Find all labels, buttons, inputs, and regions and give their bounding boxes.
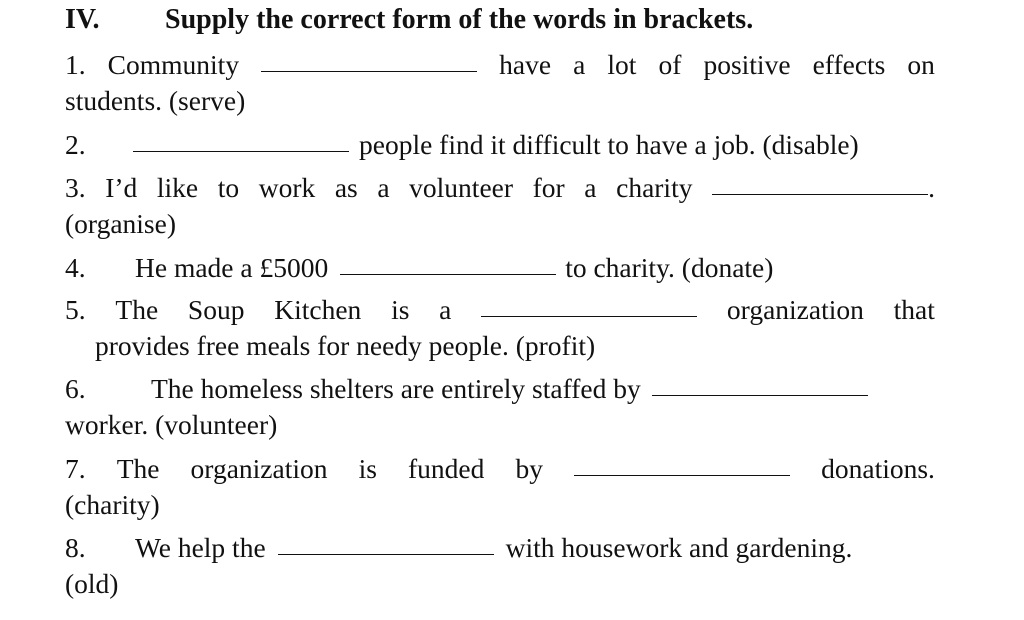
word: by xyxy=(515,453,543,484)
word: charity xyxy=(616,172,693,203)
item-number: 4. xyxy=(65,252,86,283)
exercise-6-line-1 xyxy=(65,371,935,407)
exercise-5-line-2: provides free meals for needy people. (profit) xyxy=(95,330,596,361)
answer-blank-6[interactable] xyxy=(652,395,868,396)
exercise-7-line-1 xyxy=(65,451,935,487)
answer-blank-3[interactable] xyxy=(712,194,928,195)
word: a xyxy=(439,294,452,325)
word: like xyxy=(156,172,199,203)
word: Kitchen xyxy=(274,294,362,325)
exercise-6-line-2: worker. (volunteer) xyxy=(65,409,278,440)
item-text: Community xyxy=(107,49,240,80)
answer-blank-7[interactable] xyxy=(574,475,790,476)
word: The xyxy=(116,453,160,484)
answer-blank-4[interactable] xyxy=(340,274,556,275)
answer-blank-5[interactable] xyxy=(481,316,697,317)
word: volunteer xyxy=(409,172,514,203)
section-heading xyxy=(65,2,935,38)
exercise-8-line-1 xyxy=(65,530,935,566)
exercise-3-line-1 xyxy=(65,170,935,206)
word: that xyxy=(893,294,935,325)
section-title: Supply the correct form of the words in brackets. xyxy=(165,4,754,35)
exercise-5-line-1 xyxy=(65,292,935,328)
item-number: 1. xyxy=(65,49,86,80)
word: a xyxy=(573,49,586,80)
item-text: He made a £5000 xyxy=(135,252,329,283)
word: work xyxy=(258,172,316,203)
word: positive xyxy=(703,49,791,80)
item-number: 3. xyxy=(65,172,86,203)
word: a xyxy=(584,172,597,203)
word: I’d xyxy=(105,172,138,203)
word: is xyxy=(358,453,377,484)
exercise-4-line-1 xyxy=(65,250,935,286)
item-text: . xyxy=(928,172,935,203)
exercise-8-line-2: (old) xyxy=(65,568,119,599)
word: have xyxy=(499,49,552,80)
word: lot xyxy=(607,49,637,80)
word: for xyxy=(532,172,565,203)
exercise-3-line-2: (organise) xyxy=(65,208,176,239)
word: on xyxy=(907,49,935,80)
exercise-1-line-2: students. (serve) xyxy=(65,85,246,116)
item-text: We help the xyxy=(135,532,266,563)
answer-blank-1[interactable] xyxy=(261,71,477,72)
item-number: 2. xyxy=(65,129,86,160)
word: is xyxy=(391,294,410,325)
item-number: 6. xyxy=(65,373,86,404)
answer-blank-2[interactable] xyxy=(133,151,349,152)
item-text: to charity. (donate) xyxy=(565,252,774,283)
item-number: 7. xyxy=(65,453,86,484)
item-text: The homeless shelters are entirely staffed by xyxy=(151,373,641,404)
item-text: with housework and gardening. xyxy=(505,532,853,563)
word: a xyxy=(377,172,390,203)
answer-blank-8[interactable] xyxy=(278,554,494,555)
item-text: people find it difficult to have a job. (disable) xyxy=(359,129,859,160)
word: of xyxy=(658,49,682,80)
item-text: donations. xyxy=(821,453,935,484)
word: organization xyxy=(726,294,864,325)
item-number: 5. xyxy=(65,294,86,325)
exercise-2-line-1 xyxy=(65,127,935,163)
word: The xyxy=(115,294,159,325)
exercise-7-line-2: (charity) xyxy=(65,489,160,520)
word: organization xyxy=(190,453,328,484)
section-number: IV. xyxy=(65,4,100,35)
word: to xyxy=(217,172,240,203)
exercise-1-line-1 xyxy=(65,47,935,83)
word: funded xyxy=(408,453,485,484)
item-number: 8. xyxy=(65,532,86,563)
word: as xyxy=(334,172,358,203)
word: effects xyxy=(812,49,886,80)
word: Soup xyxy=(187,294,245,325)
